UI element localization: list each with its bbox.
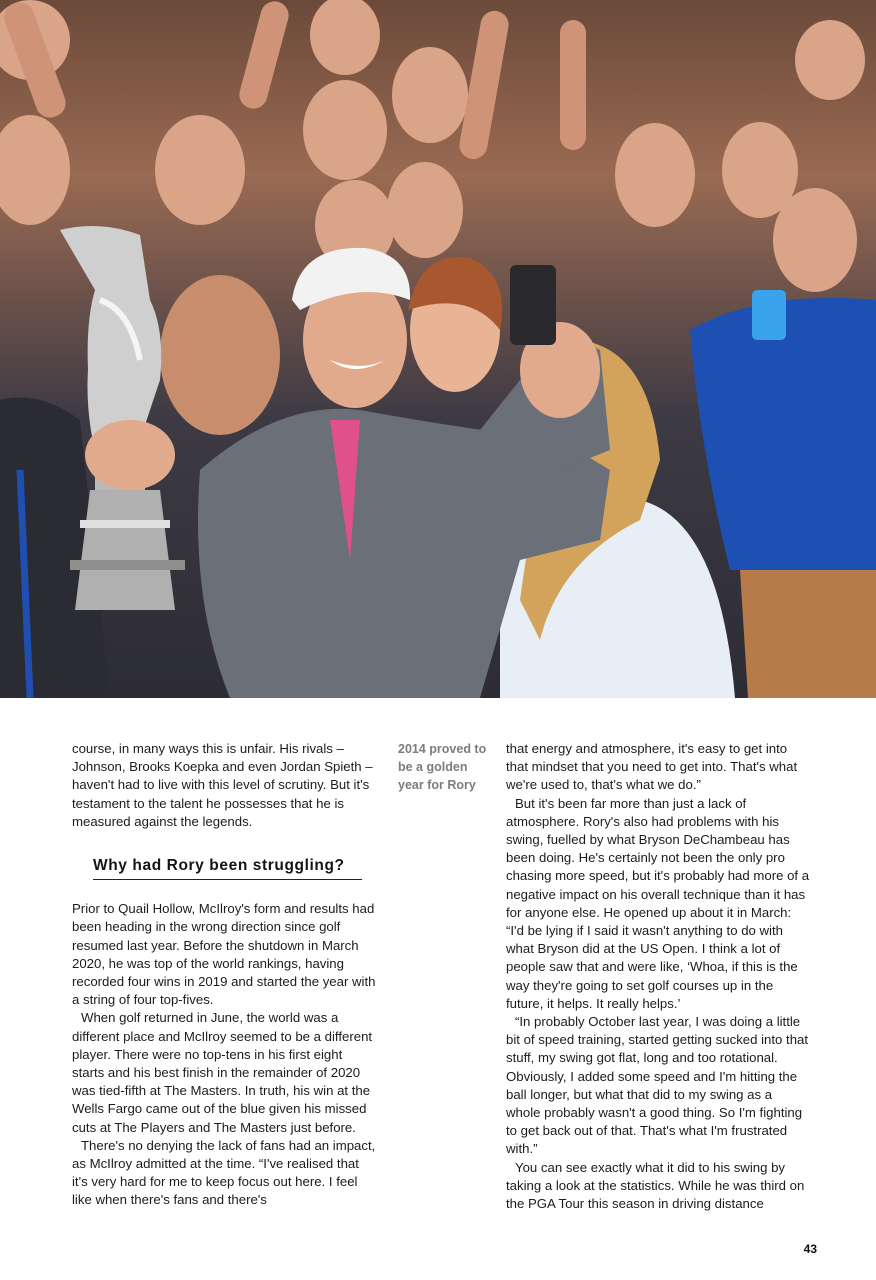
phone-blue bbox=[752, 290, 786, 340]
phone bbox=[510, 265, 556, 345]
fan-face bbox=[160, 275, 280, 435]
paragraph: that energy and atmosphere, it's easy to get into that mindset that you need to get into. That's what we're used to, that's what we do.” bbox=[506, 741, 798, 793]
right-column bbox=[506, 740, 810, 1213]
section-heading: Why had Rory been struggling? bbox=[93, 857, 362, 880]
paragraph: You can see exactly what it did to his swing by taking a look at the statistics. While he was third on the PGA Tour this season in driving distance bbox=[506, 1159, 805, 1212]
trousers bbox=[740, 570, 876, 698]
paragraph: Prior to Quail Hollow, McIlroy's form and results had been heading in the wrong direction since golf resumed last year. Before the shutdown in March 2020, he was top of the world rankings, having recorded four wins in 2019 and started the year with a string of four top-fives. bbox=[72, 901, 376, 1008]
raised-arms bbox=[0, 0, 586, 161]
photo-caption: 2014 proved to be a golden year for Rory bbox=[398, 742, 487, 793]
paragraph: But it's been far more than just a lack of atmosphere. Rory's also had problems with his swing, fuelled by what Bryson DeChambeau has been doing. He's certainly not been the only pro chasing more speed, but it's probably had more of a negative impact on his overall technique than it has for anyone else. He opened up about it in March: “I'd be lying if I said it wasn't anything to do with what Bryson did at the US Open. I think a lot of people saw that and were like, ‘Whoa, if this is the way they're going to set golf courses up in the future, it helps. It really helps.’ bbox=[506, 795, 810, 1011]
page-number: 43 bbox=[803, 1242, 817, 1256]
holding-hand bbox=[85, 420, 175, 490]
paragraph: “In probably October last year, I was doing a little bit of speed training, started getting sucked into that stuff, my swing got flat, long and too rotational. Obviously, I added some speed and I'm hitting the ball longer, but what that did to my swing as a whole probably wasn't a good thing. So I'm fighting to get back out of that. That's what I'm frustrated with.” bbox=[506, 1014, 809, 1157]
paragraph: There's no denying the lack of fans had an impact, as McIlroy admitted at the time. “I've realised that it's very hard for me to keep focus out here. I feel like when there's fans and there's bbox=[72, 1137, 376, 1208]
paragraph: When golf returned in June, the world was a different place and McIlroy seemed to be a different player. There were no top-tens in his first eight starts and his best finish in the remainder of 2020 was tied-fifth at The Masters. In truth, his win at the Wells Fargo came out of the blue given his missed cuts at The Players and The Masters just before. bbox=[72, 1010, 373, 1135]
left-column bbox=[72, 740, 376, 1210]
paragraph: course, in many ways this is unfair. His rivals – Johnson, Brooks Koepka and even Jordan Spieth – haven't had to live with this level of scrutiny. But it's testament to the talent he possesses that he is measured against the legends. bbox=[72, 741, 373, 829]
